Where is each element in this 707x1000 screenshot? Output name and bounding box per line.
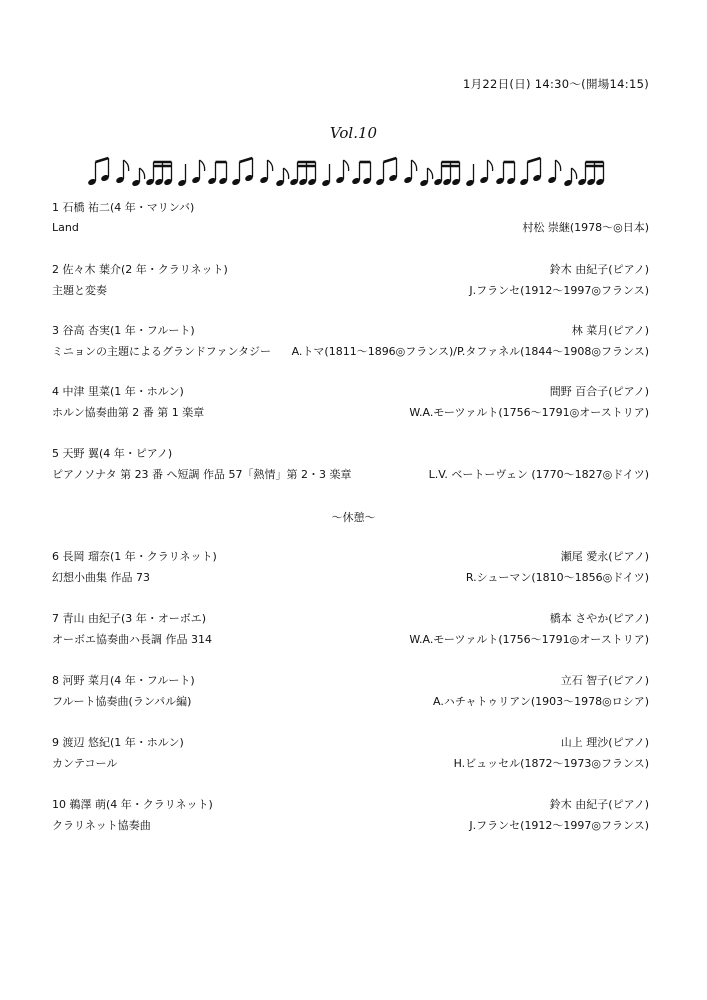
program-item-8-line1 — [52, 673, 649, 689]
program-item-7-line1 — [52, 611, 649, 627]
performer: 5 天野 翼(4 年・ピアノ) — [52, 447, 173, 460]
program-item-1-line2 — [52, 220, 649, 236]
program-item-2-line1 — [52, 262, 649, 278]
accompanist: 間野 百合子(ピアノ) — [549, 385, 649, 398]
program-item-8-line2 — [52, 694, 649, 710]
program-item-6-line1 — [52, 549, 649, 565]
program-item-9-line1 — [52, 735, 649, 751]
composer: J.フランセ(1912〜1997◎フランス) — [469, 284, 649, 297]
program-item-7-line2 — [52, 632, 649, 648]
accompanist: 林 菜月(ピアノ) — [571, 324, 649, 337]
accompanist: 山上 理沙(ピアノ) — [560, 736, 649, 749]
performer: 9 渡辺 悠紀(1 年・ホルン) — [52, 736, 184, 749]
program-item-3-line2 — [52, 344, 649, 360]
performer: 8 河野 菜月(4 年・フルート) — [52, 674, 195, 687]
program-item-5-line2 — [52, 467, 649, 483]
event-datetime: 1月22日(日) 14:30〜(開場14:15) — [462, 77, 649, 91]
music-notes-icon — [88, 152, 618, 192]
accompanist: 立石 智子(ピアノ) — [560, 674, 649, 687]
composer: J.フランセ(1912〜1997◎フランス) — [469, 819, 649, 832]
piece-title: カンテコール — [52, 757, 118, 770]
program-item-4-line1 — [52, 384, 649, 400]
accompanist: 瀬尾 愛永(ピアノ) — [560, 550, 649, 563]
composer: A.ハチャトゥリアン(1903〜1978◎ロシア) — [433, 695, 649, 708]
piece-title: ミニョンの主題によるグランドファンタジー — [52, 345, 272, 358]
composer: 村松 崇継(1978〜◎日本) — [522, 221, 649, 234]
composer: R.シューマン(1810〜1856◎ドイツ) — [465, 571, 649, 584]
performer: 6 長岡 瑠奈(1 年・クラリネット) — [52, 550, 217, 563]
program-item-3-line1 — [52, 323, 649, 339]
piece-title: フルート協奏曲(ランパル編) — [52, 695, 192, 708]
performer: 3 谷高 杏実(1 年・フルート) — [52, 324, 195, 337]
program-item-9-line2 — [52, 756, 649, 772]
program-item-4-line2 — [52, 405, 649, 421]
program-item-1-line1 — [52, 200, 649, 216]
program-item-2-line2 — [52, 283, 649, 299]
piece-title: クラリネット協奏曲 — [52, 819, 151, 832]
program-item-5-line1 — [52, 446, 649, 462]
composer: H.ビュッセル(1872〜1973◎フランス) — [453, 757, 649, 770]
performer: 4 中津 里菜(1 年・ホルン) — [52, 385, 184, 398]
composer: L.V. ベートーヴェン (1770〜1827◎ドイツ) — [428, 468, 649, 481]
program-item-6-line2 — [52, 570, 649, 586]
piece-title: Land — [52, 221, 79, 234]
performer: 1 石橋 祐二(4 年・マリンバ) — [52, 201, 195, 214]
piece-title: ホルン協奏曲第 2 番 第 1 楽章 — [52, 406, 205, 419]
composer: W.A.モーツァルト(1756〜1791◎オーストリア) — [409, 406, 649, 419]
performer: 7 青山 由紀子(3 年・オーボエ) — [52, 612, 207, 625]
program-item-10-line1 — [52, 797, 649, 813]
performer: 2 佐々木 葉介(2 年・クラリネット) — [52, 263, 228, 276]
piece-title: 主題と変奏 — [52, 284, 107, 297]
accompanist: 鈴木 由紀子(ピアノ) — [549, 798, 649, 811]
piece-title: ピアノソナタ 第 23 番 ヘ短調 作品 57「熱情」第 2・3 楽章 — [52, 468, 352, 481]
volume-title: Vol.10 — [329, 124, 378, 142]
composer: A.トマ(1811〜1896◎フランス)/P.タファネル(1844〜1908◎フランス) — [291, 345, 649, 358]
accompanist: 橋本 さやか(ピアノ) — [549, 612, 649, 625]
piece-title: オーボエ協奏曲ハ長調 作品 314 — [52, 633, 212, 646]
accompanist: 鈴木 由紀子(ピアノ) — [549, 263, 649, 276]
performer: 10 鵜澤 萌(4 年・クラリネット) — [52, 798, 213, 811]
intermission-label: 〜休憩〜 — [331, 511, 376, 524]
piece-title: 幻想小曲集 作品 73 — [52, 571, 150, 584]
program-item-10-line2 — [52, 818, 649, 834]
composer: W.A.モーツァルト(1756〜1791◎オーストリア) — [409, 633, 649, 646]
